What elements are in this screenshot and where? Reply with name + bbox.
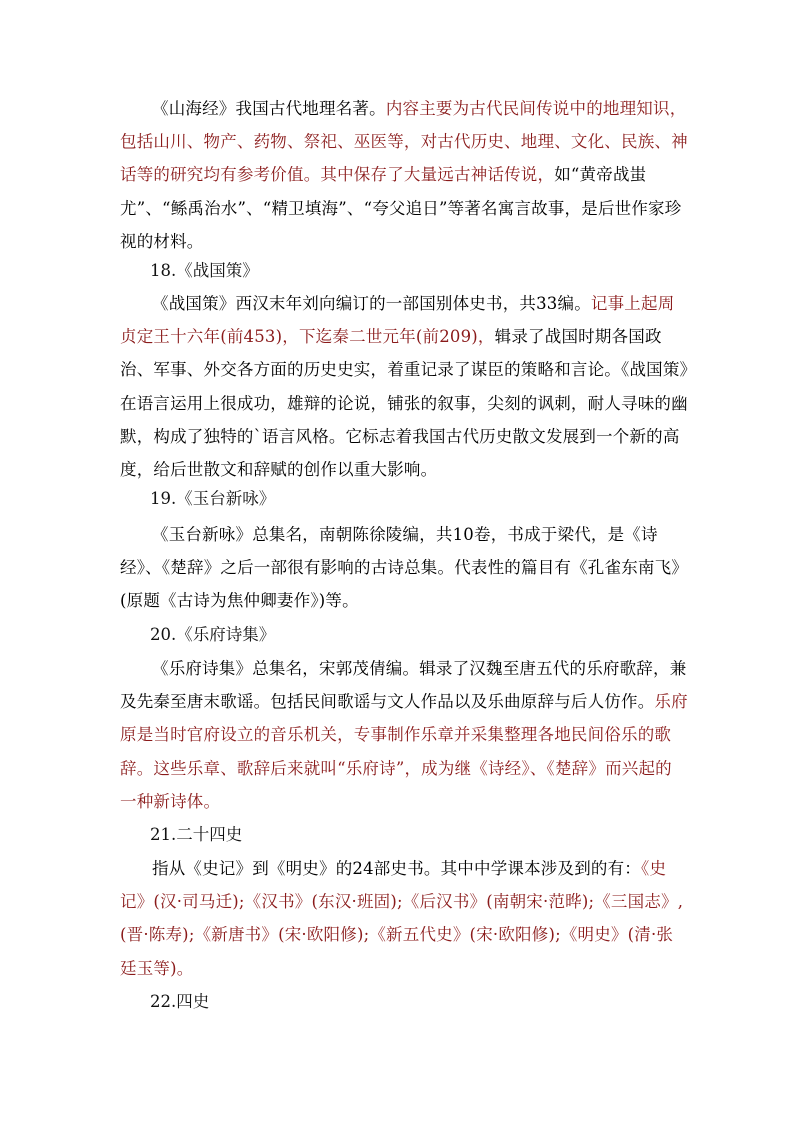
paragraph-text-tail: 如“黄帝战蚩尤”、“鲧禹治水”、“精卫填海”、“夸父追日”等著名寓言故事，是后世作家珍视的材料。 (120, 165, 682, 251)
paragraph-text: 指从《史记》到《明史》的24部史书。其中中学课本涉及到的有： (152, 859, 641, 878)
paragraph-text-tail: 辑录了战国时期各国政治、军事、外交各方面的历史史实，着重记录了谋臣的策略和言论。《战国策》在语言运用上很成功，雄辩的论说，铺张的叙事，尖刻的讽刺，耐人寻味的幽默，构成了独特的`语言风格。它标志着我国古代历史散文发展到一个新的高度，给后世散文和辞赋的创作以重大影响。 (120, 327, 688, 480)
section-heading-sishi: 22.四史 (150, 992, 210, 1011)
paragraph-yutaixinyong (120, 518, 688, 618)
paragraph-text: 《山海经》我国古代地理名著。 (152, 99, 386, 118)
paragraph-text: 《乐府诗集》总集名，宋郭茂倩编。辑录了汉魏至唐五代的乐府歌辞，兼及先秦至唐末歌谣。包括民间歌谣与文人作品以及乐曲原辞与后人仿作。 (120, 659, 687, 712)
paragraph-yuefushiji (120, 652, 688, 818)
paragraph-shanhaijing (120, 92, 688, 258)
paragraph-ershisishi (120, 852, 688, 985)
section-heading-yuefushiji: 20.《乐府诗集》 (150, 625, 276, 644)
paragraph-text: 《战国策》西汉末年刘向编订的一部国别体史书，共33编。 (152, 294, 591, 313)
section-heading-zhanguoce: 18.《战国策》 (150, 261, 259, 280)
paragraph-text-red: 乐府原是当时官府设立的音乐机关，专事制作乐章并采集整理各地民间俗乐的歌辞。这些乐章、歌辞后来就叫“乐府诗”，成为继《诗经》、《楚辞》而兴起的一种新诗体。 (120, 692, 688, 811)
paragraph-text-red: 记事上起周贞定王十六年(前453)，下迄秦二世元年(前209)， (120, 294, 675, 347)
paragraph-text-red: 内容主要为古代民间传说中的地理知识，包括山川、物产、药物、祭祀、巫医等，对古代历史、地理、文化、民族、神话等的研究均有参考价值。其中保存了大量远古神话传说， (120, 99, 688, 185)
paragraph-text-red: 《史记》(汉·司马迁);《汉书》(东汉·班固);《后汉书》(南朝宋·范晔);《三国志》,(晋·陈寿);《新唐书》(宋·欧阳修);《新五代史》(宋·欧阳修);《明史》(清·张廷玉等)。 (120, 859, 684, 978)
section-heading-yutaixinyong: 19.《玉台新咏》 (150, 489, 276, 508)
section-heading-ershisishi: 21.二十四史 (150, 825, 243, 844)
paragraph-zhanguoce (120, 287, 688, 486)
paragraph-text: 《玉台新咏》总集名，南朝陈徐陵编，共10卷，书成于梁代，是《诗经》、《楚辞》之后一部很有影响的古诗总集。代表性的篇目有《孔雀东南飞》(原题《古诗为焦仲卿妻作》)等。 (120, 525, 688, 611)
